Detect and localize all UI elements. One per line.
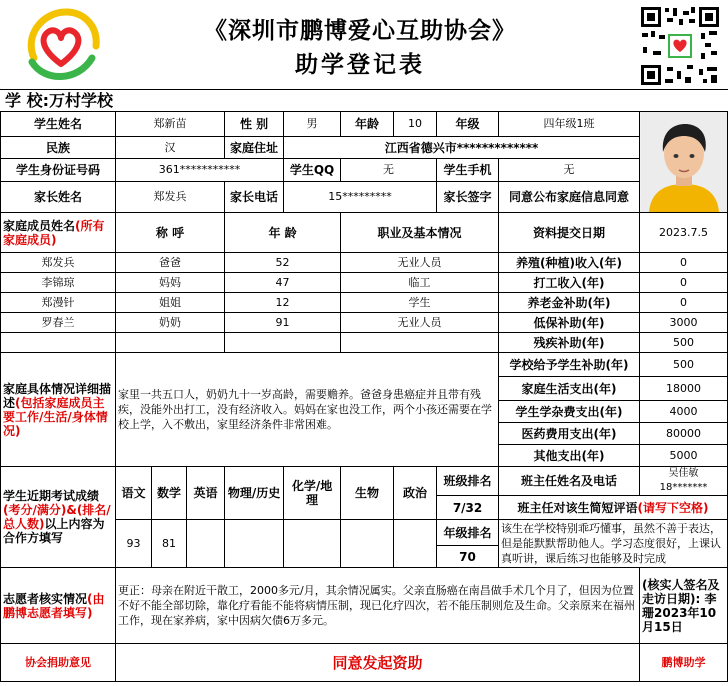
label-job: 职业及基本情况 [341, 213, 499, 253]
member-name: 罗春兰 [1, 313, 116, 333]
label-assoc-opinion: 协会捐助意见 [1, 644, 116, 682]
label-address: 家庭住址 [225, 137, 284, 159]
score-math: 81 [152, 520, 187, 568]
label-exam: 学生近期考试成绩(考分/满分)&(排名/总人数)以上内容为合作方填写 [1, 467, 116, 568]
submit-date: 2023.7.5 [640, 213, 728, 253]
label-grade: 年级 [437, 112, 499, 137]
score-chinese: 93 [116, 520, 152, 568]
score-politics [394, 520, 437, 568]
member-age: 52 [225, 253, 341, 273]
label-qq: 学生QQ [284, 159, 341, 181]
member-job [341, 333, 499, 353]
student-age: 10 [394, 112, 437, 137]
label-volunteer: 志愿者核实情况(由鹏博志愿者填写) [1, 568, 116, 644]
member-name: 李锦琼 [1, 273, 116, 293]
student-id-number: 361*********** [116, 159, 284, 181]
finance-value: 500 [640, 353, 728, 377]
finance-label: 学校给予学生补助(年) [499, 353, 640, 377]
label-teacher-comment: 班主任对该生简短评语(请写下空格) [499, 496, 728, 520]
subject-label: 物理/历史 [225, 467, 284, 520]
student-address: 江西省德兴市************* [284, 137, 640, 159]
finance-value: 18000 [640, 377, 728, 401]
finance-value: 0 [640, 273, 728, 293]
label-teacher: 班主任姓名及电话 [499, 467, 640, 496]
teacher-comment: 该生在学校特别乖巧懂事，虽然不善于表达，但是能默默帮助他人。学习态度很好，上课认真听讲，课后练习也能够及时完成 [499, 520, 728, 568]
label-relation: 称 呼 [116, 213, 225, 253]
finance-label: 学生学杂费支出(年) [499, 401, 640, 423]
member-age: 47 [225, 273, 341, 293]
form-header [0, 0, 728, 88]
form-subtitle: 助学登记表 [295, 51, 425, 78]
finance-value: 80000 [640, 423, 728, 445]
member-name [1, 333, 116, 353]
label-grade-rank: 年级排名 [437, 520, 499, 546]
member-relation [116, 333, 225, 353]
grade-rank: 70 [437, 546, 499, 568]
member-age: 12 [225, 293, 341, 313]
member-job: 学生 [341, 293, 499, 313]
subject-label: 生物 [341, 467, 394, 520]
label-family-desc: 家庭具体情况详细描述(包括家庭成员主要工作/生活/身体情况) [1, 353, 116, 467]
student-gender: 男 [284, 112, 341, 137]
subject-label: 语文 [116, 467, 152, 520]
heart-logo-icon [20, 6, 102, 82]
family-description: 家里一共五口人，奶奶九十一岁高龄，需要赡养。爸爸身患癌症并且带有残疾，没能外出打工，没有经济收入。妈妈在家也没工作，两个小孩还需要在学校上学，入不敷出，家里经济条件非常困难。 [116, 353, 499, 467]
label-age: 年龄 [341, 112, 394, 137]
score-chemistry-geography [284, 520, 341, 568]
label-parent-phone: 家长电话 [225, 181, 284, 212]
member-relation: 妈妈 [116, 273, 225, 293]
teacher-info: 吴佳敏 18******* [640, 467, 728, 496]
finance-label: 打工收入(年) [499, 273, 640, 293]
label-members: 家庭成员姓名(所有家庭成员) [1, 213, 116, 253]
finance-label: 其他支出(年) [499, 445, 640, 467]
student-qq: 无 [341, 159, 437, 181]
finance-label: 养老金补助(年) [499, 293, 640, 313]
subject-label: 英语 [187, 467, 225, 520]
finance-value: 4000 [640, 401, 728, 423]
school-line: 学 校:万村学校 [0, 89, 728, 111]
finance-label: 家庭生活支出(年) [499, 377, 640, 401]
volunteer-text: 更正：母亲在附近干散工，2000多元/月，其余情况属实。父亲直肠癌在南昌做手术几个月了，但因为位置不好不能全部切除，靠化疗看能不能将病情压制，现已化疗四次，若不能压制则危及生命。父亲原来在福州工作，现在家养病，家中因病欠债6万多元。 [116, 568, 640, 644]
student-grade: 四年级1班 [499, 112, 640, 137]
subject-label: 政治 [394, 467, 437, 520]
brand-label: 鹏博助学 [640, 644, 728, 682]
member-name: 郑发兵 [1, 253, 116, 273]
score-english [187, 520, 225, 568]
student-name: 郑新苗 [116, 112, 225, 137]
label-parent-sign: 家长签字 [437, 181, 499, 212]
qr-code-icon [639, 5, 721, 87]
student-ethnicity: 汉 [116, 137, 225, 159]
member-job: 无业人员 [341, 253, 499, 273]
label-id-number: 学生身份证号码 [1, 159, 116, 181]
subject-label: 化学/地理 [284, 467, 341, 520]
label-submit-date: 资料提交日期 [499, 213, 640, 253]
registration-table [0, 111, 728, 682]
class-rank: 7/32 [437, 496, 499, 520]
finance-value: 0 [640, 253, 728, 273]
form-title: 《深圳市鹏博爱心互助协会》 [204, 17, 516, 44]
finance-label: 低保补助(年) [499, 313, 640, 333]
label-parent-name: 家长姓名 [1, 181, 116, 212]
member-age [225, 333, 341, 353]
label-gender: 性 别 [225, 112, 284, 137]
score-physics-history [225, 520, 284, 568]
label-phone: 学生手机 [437, 159, 499, 181]
finance-label: 医药费用支出(年) [499, 423, 640, 445]
member-name: 郑漫针 [1, 293, 116, 313]
member-age: 91 [225, 313, 341, 333]
finance-value: 0 [640, 293, 728, 313]
label-member-age: 年 龄 [225, 213, 341, 253]
finance-label: 残疾补助(年) [499, 333, 640, 353]
label-consent: 同意公布家庭信息同意 [499, 181, 640, 212]
label-ethnicity: 民族 [1, 137, 116, 159]
finance-label: 养殖(种植)收入(年) [499, 253, 640, 273]
score-biology [341, 520, 394, 568]
member-relation: 爸爸 [116, 253, 225, 273]
label-student-name: 学生姓名 [1, 112, 116, 137]
funding-decision: 同意发起资助 [116, 644, 640, 682]
verifier-signature: (核实人签名及走访日期): 李珊2023年10月15日 [640, 568, 728, 644]
member-job: 无业人员 [341, 313, 499, 333]
finance-value: 500 [640, 333, 728, 353]
finance-value: 5000 [640, 445, 728, 467]
subject-label: 数学 [152, 467, 187, 520]
member-relation: 姐姐 [116, 293, 225, 313]
member-job: 临工 [341, 273, 499, 293]
student-phone: 无 [499, 159, 640, 181]
label-class-rank: 班级排名 [437, 467, 499, 496]
parent-phone: 15********* [284, 181, 437, 212]
parent-name: 郑发兵 [116, 181, 225, 212]
student-photo [640, 112, 728, 213]
finance-value: 3000 [640, 313, 728, 333]
member-relation: 奶奶 [116, 313, 225, 333]
